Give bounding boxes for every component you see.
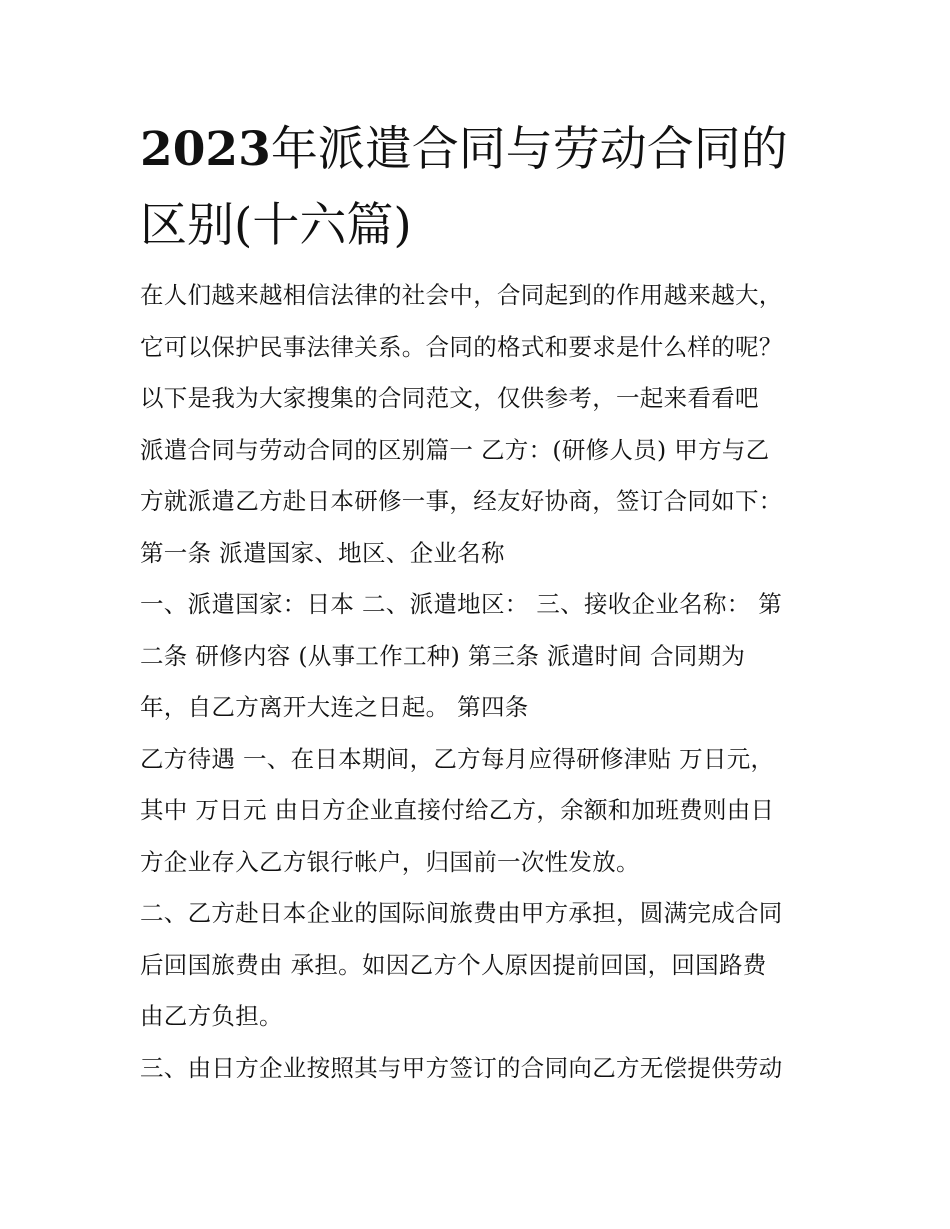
title-year: 2023 — [140, 122, 271, 177]
body-line: 派遣合同与劳动合同的区别篇一 乙方：(研修人员) 甲方与乙 — [140, 435, 770, 464]
body-line: 二条 研修内容 (从事工作工种) 第三条 派遣时间 合同期为 — [140, 641, 746, 670]
body-line: 乙方待遇 一、在日本期间，乙方每月应得研修津贴 万日元， — [140, 744, 775, 773]
body-line: 方就派遣乙方赴日本研修一事，经友好协商，签订合同如下： — [140, 487, 783, 515]
body-line: 在人们越来越相信法律的社会中，合同起到的作用越来越大， — [140, 281, 783, 309]
body-line: 后回国旅费由 承担。如因乙方个人原因提前回国，回国路费 — [140, 950, 767, 979]
title-line1: 年派遣合同与劳动合同的 — [270, 122, 788, 177]
body-line: 一、派遣国家：日本 二、派遣地区： 三、接收企业名称： 第 — [140, 590, 783, 618]
body-line: 第一条 派遣国家、地区、企业名称 — [140, 538, 505, 567]
document-title — [140, 112, 820, 264]
title-line2: 区别(十六篇) — [140, 198, 412, 253]
body-line: 三、由日方企业按照其与甲方签订的合同向乙方无偿提供劳动 — [140, 1053, 783, 1082]
body-line: 年，自乙方离开大连之日起。 第四条 — [140, 693, 529, 721]
body-line: 二、乙方赴日本企业的国际间旅费由甲方承担，圆满完成合同 — [140, 899, 783, 927]
body-line: 其中 万日元 由日方企业直接付给乙方，余额和加班费则由日 — [140, 796, 775, 824]
body-line: 方企业存入乙方银行帐户，归国前一次性发放。 — [140, 847, 640, 876]
body-line: 由乙方负担。 — [140, 1002, 283, 1030]
body-line: 它可以保护民事法律关系。合同的格式和要求是什么样的呢？ — [140, 332, 783, 361]
document-body — [140, 270, 830, 1094]
body-line: 以下是我为大家搜集的合同范文，仅供参考，一起来看看吧 — [140, 384, 759, 412]
